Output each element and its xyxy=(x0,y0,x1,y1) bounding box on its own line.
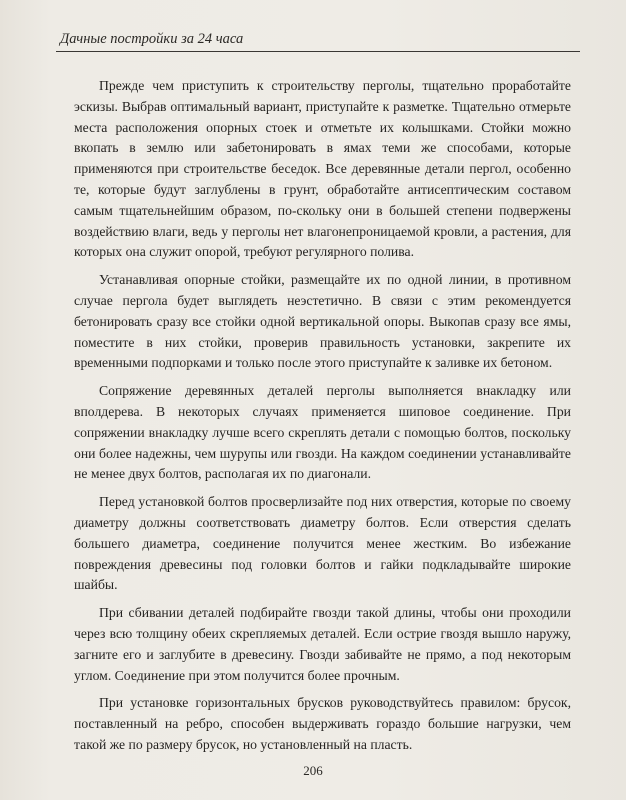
body-text xyxy=(74,76,571,763)
page-number: 206 xyxy=(303,763,323,778)
paragraph-5: При сбивании деталей подбирайте гвозди такой длины, чтобы они проходили через всю толщину обеих скрепляемых деталей. Если острие гвоздя вышло наружу, загните его и заглубите в древесину. Гвозди забивайте не прямо, а под некоторым углом. Соединение при этом получится более прочным. xyxy=(74,605,571,683)
running-head: Дачные постройки за 24 часа xyxy=(60,31,244,47)
paragraph-1: Прежде чем приступить к строительству перголы, тщательно проработайте эскизы. Выбрав оптимальный вариант, приступайте к разметке. Тщательно отмерьте места расположения опорных стоек и отметьте их колышками. Стойки можно вкопать в землю или забетонировать в ямах теми же способами, которые применяются при строительстве беседок. Все деревянные детали пергол, особенно те, которые будут заглублены в грунт, обработайте антисептическим составом самым тщательнейшим образом, по-скольку они в большей степени подвержены воздействию влаги, ведь у перголы нет влагонепроницаемой кровли, а растения, для которых она служит опорой, требуют регулярного полива. xyxy=(74,78,571,260)
paragraph-2: Устанавливая опорные стойки, размещайте их по одной линии, в противном случае пергола будет выглядеть неэстетично. В связи с этим рекомендуется бетонировать сразу все стойки одной вертикальной опоры. Выкопав сразу все ямы, поместите в них стойки, проверив правильность установки, закрепите их временными подпорками и только после этого приступайте к заливке их бетоном. xyxy=(74,272,571,371)
paragraph-3: Сопряжение деревянных деталей перголы выполняется внакладку или вполдерева. В некоторых случаях применяется шиповое соединение. При сопряжении внакладку лучше всего скреплять детали с помощью болтов, поскольку они более надежны, чем шурупы или гвозди. На каждом соединении устанавливайте не менее двух болтов, располагая их по диагонали. xyxy=(74,383,571,482)
paragraph-6: При установке горизонтальных брусков руководствуйтесь правилом: брусок, поставленный на ребро, способен выдерживать гораздо большие нагрузки, чем такой же по размеру брусок, но установленный на пласть. xyxy=(74,695,571,752)
paragraph-4: Перед установкой болтов просверлизайте под них отверстия, которые по своему диаметру должны соответствовать диаметру болтов. Если отверстия сделать большего диаметра, соединение получится менее жестким. Во избежание повреждения древесины под головки болтов и гайки подкладывайте широкие шайбы. xyxy=(74,494,571,593)
header-rule xyxy=(56,51,580,52)
